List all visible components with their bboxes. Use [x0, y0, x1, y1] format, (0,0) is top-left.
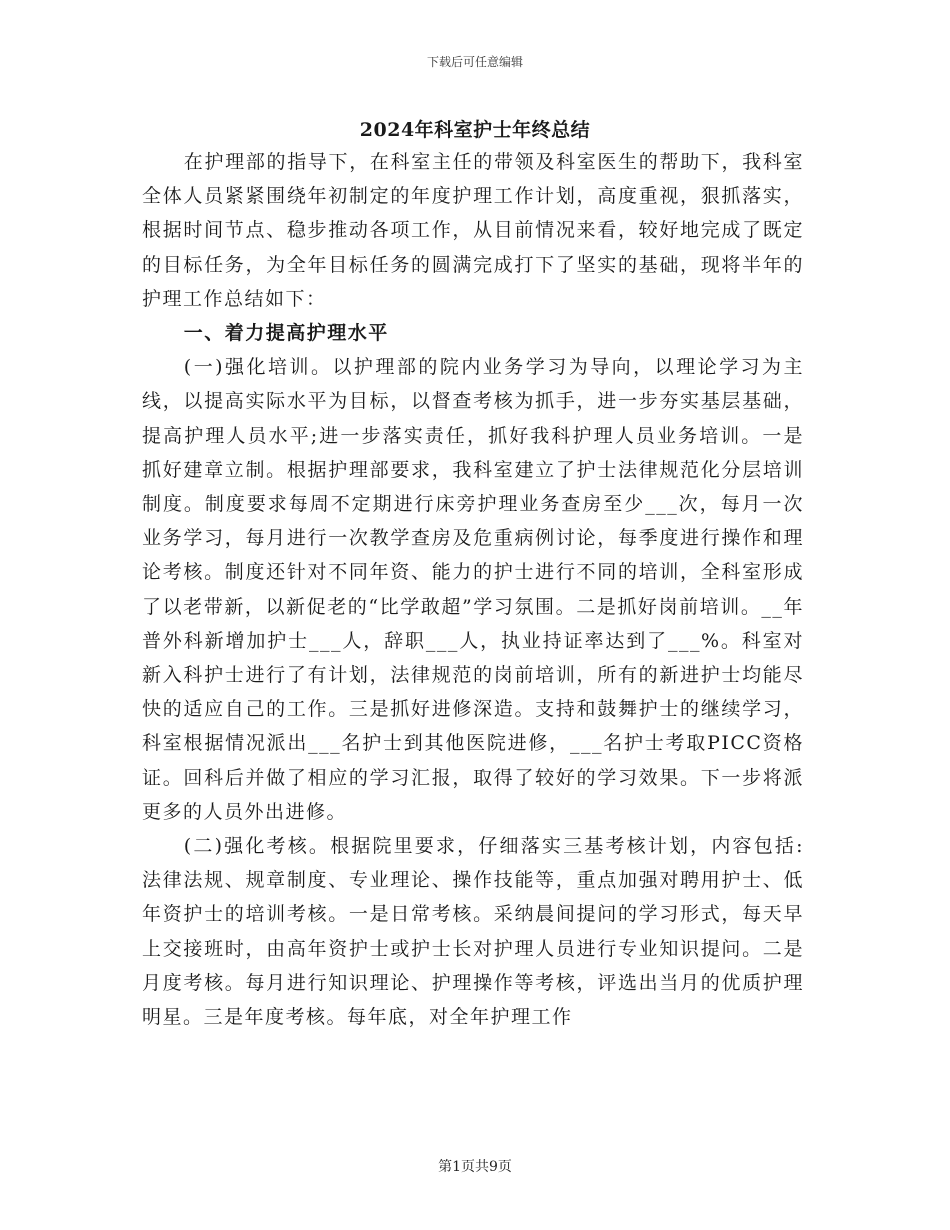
- header-note: 下载后可任意编辑: [426, 55, 523, 69]
- training-paragraph: (一)强化培训。以护理部的院内业务学习为导向，以理论学习为主线，以提高实际水平为目标，以督查考核为抓手，进一步夯实基层基础，提高护理人员水平;进一步落实责任，抓好我科护理人员业务培训。一是抓好建章立制。根据护理部要求，我科室建立了护士法律规范化分层培训制度。制度要求每周不定期进行床旁护理业务查房至少___次，每月一次业务学习，每月进行一次教学查房及危重病例讨论，每季度进行操作和理论考核。制度还针对不同年资、能力的护士进行不同的培训，全科室形成了以老带新，以新促老的“比学敢超”学习氛围。二是抓好岗前培训。__年普外科新增加护士___人，辞职___人，执业持证率达到了___%。科室对新入科护士进行了有计划，法律规范的岗前培训，所有的新进护士均能尽快的适应自己的工作。三是抓好进修深造。支持和鼓舞护士的继续学习，科室根据情况派出___名护士到其他医院进修，___名护士考取PICC资格证。回科后并做了相应的学习汇报，取得了较好的学习效果。下一步将派更多的人员外出进修。: [142, 356, 804, 823]
- page-number: 第1页共9页: [438, 1159, 512, 1175]
- document-title: 2024年科室护士年终总结: [359, 119, 591, 141]
- section-heading: 一、着力提高护理水平: [183, 322, 389, 345]
- intro-paragraph: 在护理部的指导下，在科室主任的带领及科室医生的帮助下，我科室全体人员紧紧围绕年初制定的年度护理工作计划，高度重视，狠抓落实，根据时间节点、稳步推动各项工作，从目前情况来看，较好地完成了既定的目标任务，为全年目标任务的圆满完成打下了坚实的基础，现将半年的护理工作总结如下：: [142, 151, 804, 310]
- document-body: [142, 145, 804, 1034]
- assessment-paragraph: (二)强化考核。根据院里要求，仔细落实三基考核计划，内容包括:法律法规、规章制度、专业理论、操作技能等，重点加强对聘用护士、低年资护士的培训考核。一是日常考核。采纳晨间提问的学习形式，每天早上交接班时，由高年资护士或护士长对护理人员进行专业知识提问。二是月度考核。每月进行知识理论、护理操作等考核，评选出当月的优质护理明星。三是年度考核。每年底，对全年护理工作: [142, 835, 804, 1029]
